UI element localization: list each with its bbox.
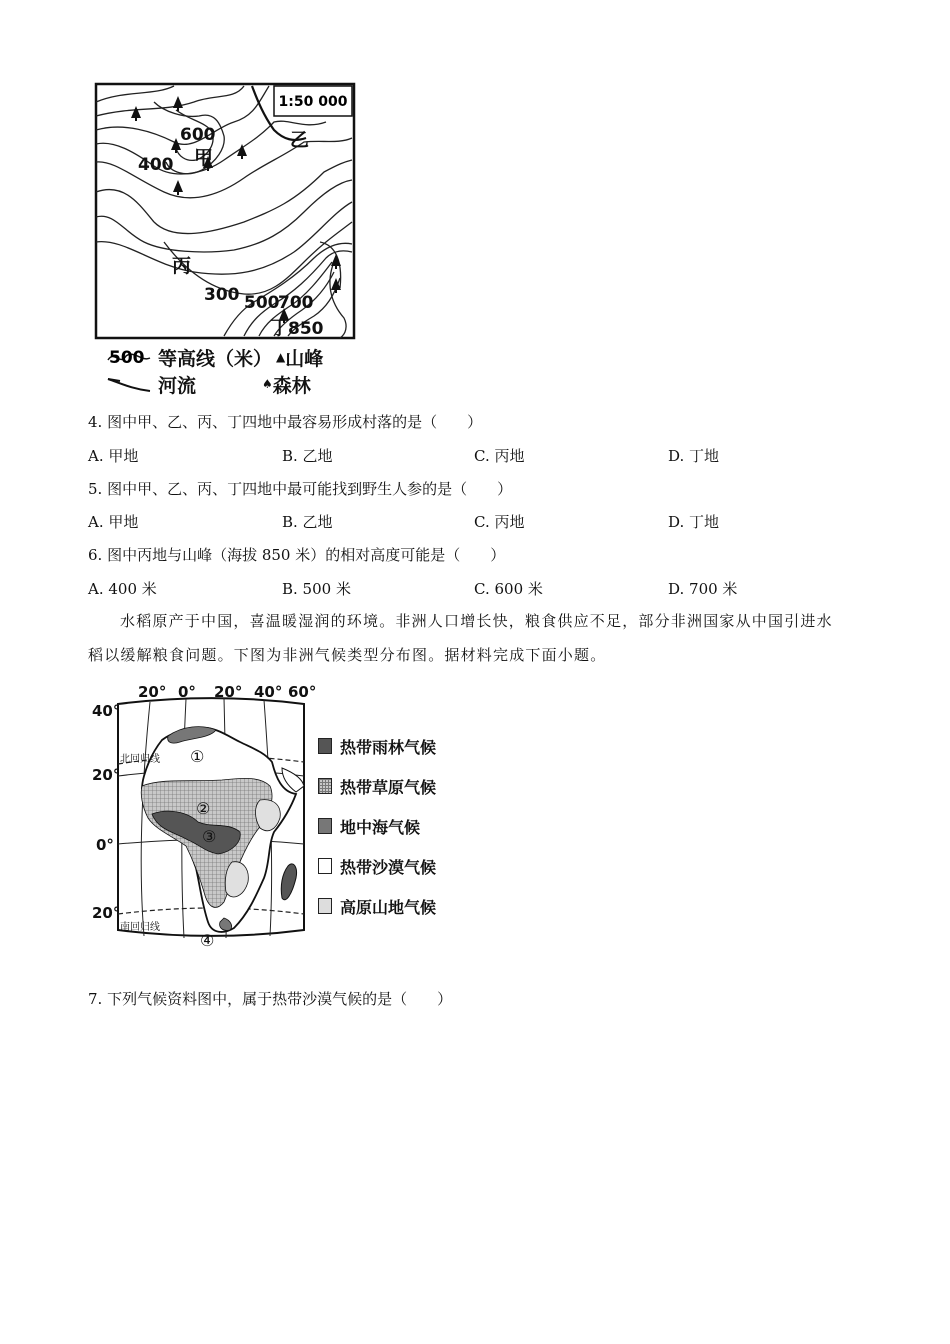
legend-contour-row: [106, 345, 323, 369]
q5-option-c[interactable]: C. 丙地: [474, 513, 525, 531]
river-icon: [106, 373, 152, 395]
legend-label-savanna: 热带草原气候: [340, 777, 437, 797]
legend-label-mediterranean: 地中海气候: [340, 817, 421, 837]
contour-label-700: 700: [278, 293, 314, 313]
contour-label-400: 400: [138, 155, 174, 175]
place-label-bing: 丙: [172, 255, 192, 277]
scale-label: 1:50 000: [278, 94, 348, 110]
lon-label-60e: 60°: [288, 683, 317, 701]
lon-label-40e: 40°: [254, 683, 283, 701]
q5-option-d[interactable]: D. 丁地: [668, 513, 720, 531]
legend-item-rainforest: [318, 735, 436, 757]
question-5-stem: 5. 图中甲、乙、丙、丁四地中最可能找到野生人参的是（ ）: [88, 480, 513, 498]
legend-item-mediterranean: [318, 815, 420, 837]
legend-contour-label: 等高线（米）: [158, 347, 273, 370]
legend-item-desert: [318, 855, 436, 877]
legend-river-label: 河流: [158, 374, 197, 397]
contour-map-legend: [106, 345, 366, 397]
swatch-mediterranean: [318, 818, 332, 834]
peak-icon: ▲: [276, 350, 286, 364]
place-label-yi: 乙: [290, 129, 310, 151]
place-label-jia: 甲: [194, 147, 214, 169]
question-4-stem: 4. 图中甲、乙、丙、丁四地中最容易形成村落的是（ ）: [88, 413, 483, 431]
contour-label-600: 600: [180, 125, 216, 145]
legend-label-desert: 热带沙漠气候: [340, 857, 437, 877]
swatch-highland: [318, 898, 332, 914]
tropic-of-capricorn-label: 南回归线: [120, 922, 160, 933]
swatch-desert: [318, 858, 332, 874]
passage-line-1: 水稻原产于中国，喜温暖湿润的环境。非洲人口增长快，粮食供应不足，部分非洲国家从中国引进水: [120, 612, 833, 630]
lon-label-20w: 20°: [138, 683, 167, 701]
q4-option-d[interactable]: D. 丁地: [668, 447, 720, 465]
q4-option-a[interactable]: A. 甲地: [88, 447, 139, 465]
legend-item-savanna: [318, 775, 436, 797]
q6-option-d[interactable]: D. 700 米: [668, 580, 738, 598]
legend-forest-label: 森林: [272, 374, 311, 397]
q4-option-c[interactable]: C. 丙地: [474, 447, 525, 465]
contour-map: [94, 82, 356, 340]
lat-label-0: 0°: [96, 836, 114, 854]
lat-label-20s: 20°: [92, 904, 121, 922]
contour-label-300: 300: [204, 285, 240, 305]
swatch-savanna: [318, 778, 332, 794]
legend-label-rainforest: 热带雨林气候: [340, 737, 437, 757]
africa-climate-map: [92, 682, 320, 958]
region-marker-3: ③: [202, 827, 217, 846]
swatch-rainforest: [318, 738, 332, 754]
contour-label-850: 850: [288, 319, 324, 339]
lat-label-40n: 40°: [92, 702, 121, 720]
region-marker-4: ④: [200, 931, 215, 950]
legend-label-highland: 高原山地气候: [340, 897, 437, 917]
q6-option-a[interactable]: A. 400 米: [88, 580, 157, 598]
tropic-of-cancer-label: 北回归线: [120, 754, 160, 765]
lon-label-20e: 20°: [214, 683, 243, 701]
legend-river-row: [106, 372, 311, 396]
legend-contour-sample: 500: [109, 348, 145, 368]
lon-label-0: 0°: [178, 683, 196, 701]
legend-item-highland: [318, 895, 436, 917]
region-marker-2: ②: [196, 799, 211, 818]
q4-option-b[interactable]: B. 乙地: [282, 447, 333, 465]
place-label-ding: 丁: [270, 317, 290, 339]
lat-label-20n: 20°: [92, 766, 121, 784]
question-7-stem: 7. 下列气候资料图中，属于热带沙漠气候的是（ ）: [88, 990, 453, 1008]
forest-icon: ♠: [262, 377, 273, 391]
q5-option-a[interactable]: A. 甲地: [88, 513, 139, 531]
region-marker-1: ①: [190, 747, 205, 766]
passage: [88, 604, 868, 672]
legend-peak-label: 山峰: [285, 347, 324, 370]
contour-line-icon: [106, 346, 152, 368]
q5-option-b[interactable]: B. 乙地: [282, 513, 333, 531]
passage-line-2: 稻以缓解粮食问题。下图为非洲气候类型分布图。据材料完成下面小题。: [88, 646, 607, 664]
q6-option-c[interactable]: C. 600 米: [474, 580, 543, 598]
q6-option-b[interactable]: B. 500 米: [282, 580, 351, 598]
question-6-stem: 6. 图中丙地与山峰（海拔 850 米）的相对高度可能是（ ）: [88, 546, 506, 564]
contour-label-500: 500: [244, 293, 280, 313]
